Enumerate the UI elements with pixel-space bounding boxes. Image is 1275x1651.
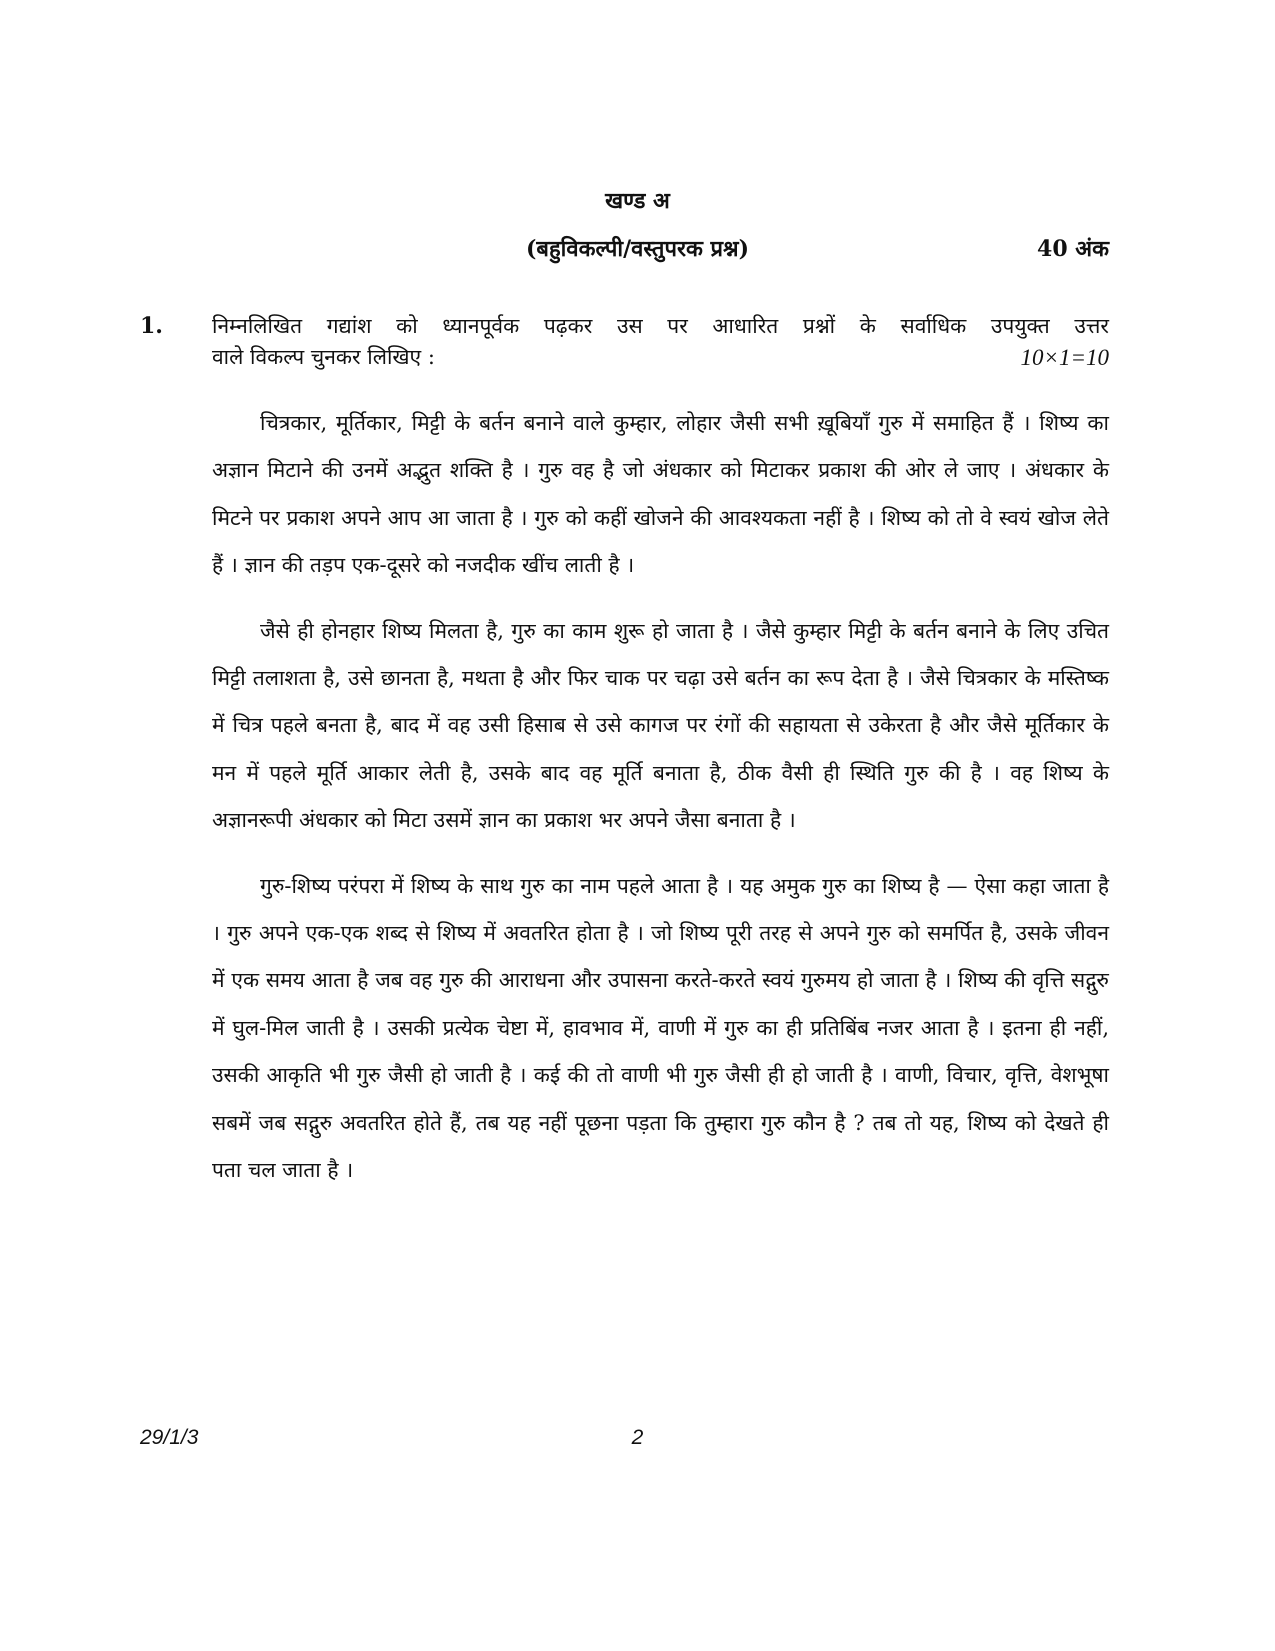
passage-paragraph-1: चित्रकार, मूर्तिकार, मिट्टी के बर्तन बनाने वाले कुम्हार, लोहार जैसी सभी ख़ूबियाँ गुरु में समाहित हैं । शिष्य का अज्ञान मिटाने की उनमें अद्भुत शक्ति है । गुरु वह है जो अंधकार को मिटाकर प्रकाश की ओर ले जाए । अंधकार के मिटने पर प्रकाश अपने आप आ जाता है । गुरु को कहीं खोजने की आवश्यकता नहीं है । शिष्य को तो वे स्वयं खोज लेते हैं । ज्ञान की तड़प एक-दूसरे को नजदीक खींच लाती है । bbox=[212, 411, 1109, 578]
question-line-2: वाले विकल्प चुनकर लिखिए : bbox=[212, 345, 435, 369]
section-subtitle: (बहुविकल्पी/वस्तुपरक प्रश्न) bbox=[525, 236, 749, 262]
passage-paragraph-2: जैसे ही होनहार शिष्य मिलता है, गुरु का काम शुरू हो जाता है । जैसे कुम्हार मिट्टी के बर्तन बनाने के लिए उचित मिट्टी तलाशता है, उसे छानता है, मथता है और फिर चाक पर चढ़ा उसे बर्तन का रूप देता है । जैसे चित्रकार के मस्तिष्क में चित्र पहले बनता है, बाद में वह उसी हिसाब से उसे कागज पर रंगों की सहायता से उकेरता है और जैसे मूर्तिकार के मन में पहले मूर्ति आकार लेती है, उसके बाद वह मूर्ति बनाता है, ठीक वैसी ही स्थिति गुरु की है । वह शिष्य के अज्ञानरूपी अंधकार को मिटा उसमें ज्ञान का प्रकाश भर अपने जैसा बनाता है । bbox=[212, 618, 1109, 833]
page-number: 2 bbox=[631, 1426, 644, 1449]
question-marks: 10×1=10 bbox=[1020, 345, 1109, 370]
section-title: खण्ड अ bbox=[605, 188, 670, 214]
passage bbox=[212, 400, 1109, 1213]
question-line-1: निम्नलिखित गद्यांश को ध्यानपूर्वक पढ़कर उस पर आधारित प्रश्नों के सर्वाधिक उपयुक्त उत्तर bbox=[212, 314, 1109, 338]
paper-code: 29/1/3 bbox=[140, 1426, 199, 1449]
passage-paragraph-3: गुरु-शिष्य परंपरा में शिष्य के साथ गुरु का नाम पहले आता है । यह अमुक गुरु का शिष्य है — ऐसा कहा जाता है । गुरु अपने एक-एक शब्द से शिष्य में अवतरित होता है । जो शिष्य पूरी तरह से अपने गुरु को समर्पित है, उसके जीवन में एक समय आता है जब वह गुरु की आराधना और उपासना करते-करते स्वयं गुरुमय हो जाता है । शिष्य की वृत्ति सद्गुरु में घुल-मिल जाती है । उसकी प्रत्येक चेष्टा में, हावभाव में, वाणी में गुरु का ही प्रतिबिंब नजर आता है । इतना ही नहीं, उसकी आकृति भी गुरु जैसी हो जाती है । कई की तो वाणी भी गुरु जैसी ही हो जाती है । वाणी, विचार, वृत्ति, वेशभूषा सबमें जब सद्गुरु अवतरित होते हैं, तब यह नहीं पूछना पड़ता कि तुम्हारा गुरु कौन है ? तब तो यह, शिष्य को देखते ही पता चल जाता है । bbox=[212, 873, 1109, 1183]
question-instruction bbox=[212, 311, 1109, 373]
section-marks: 40 अंक bbox=[1037, 236, 1109, 262]
question-line-2-row bbox=[212, 342, 1109, 373]
question-number: 1. bbox=[140, 313, 163, 339]
